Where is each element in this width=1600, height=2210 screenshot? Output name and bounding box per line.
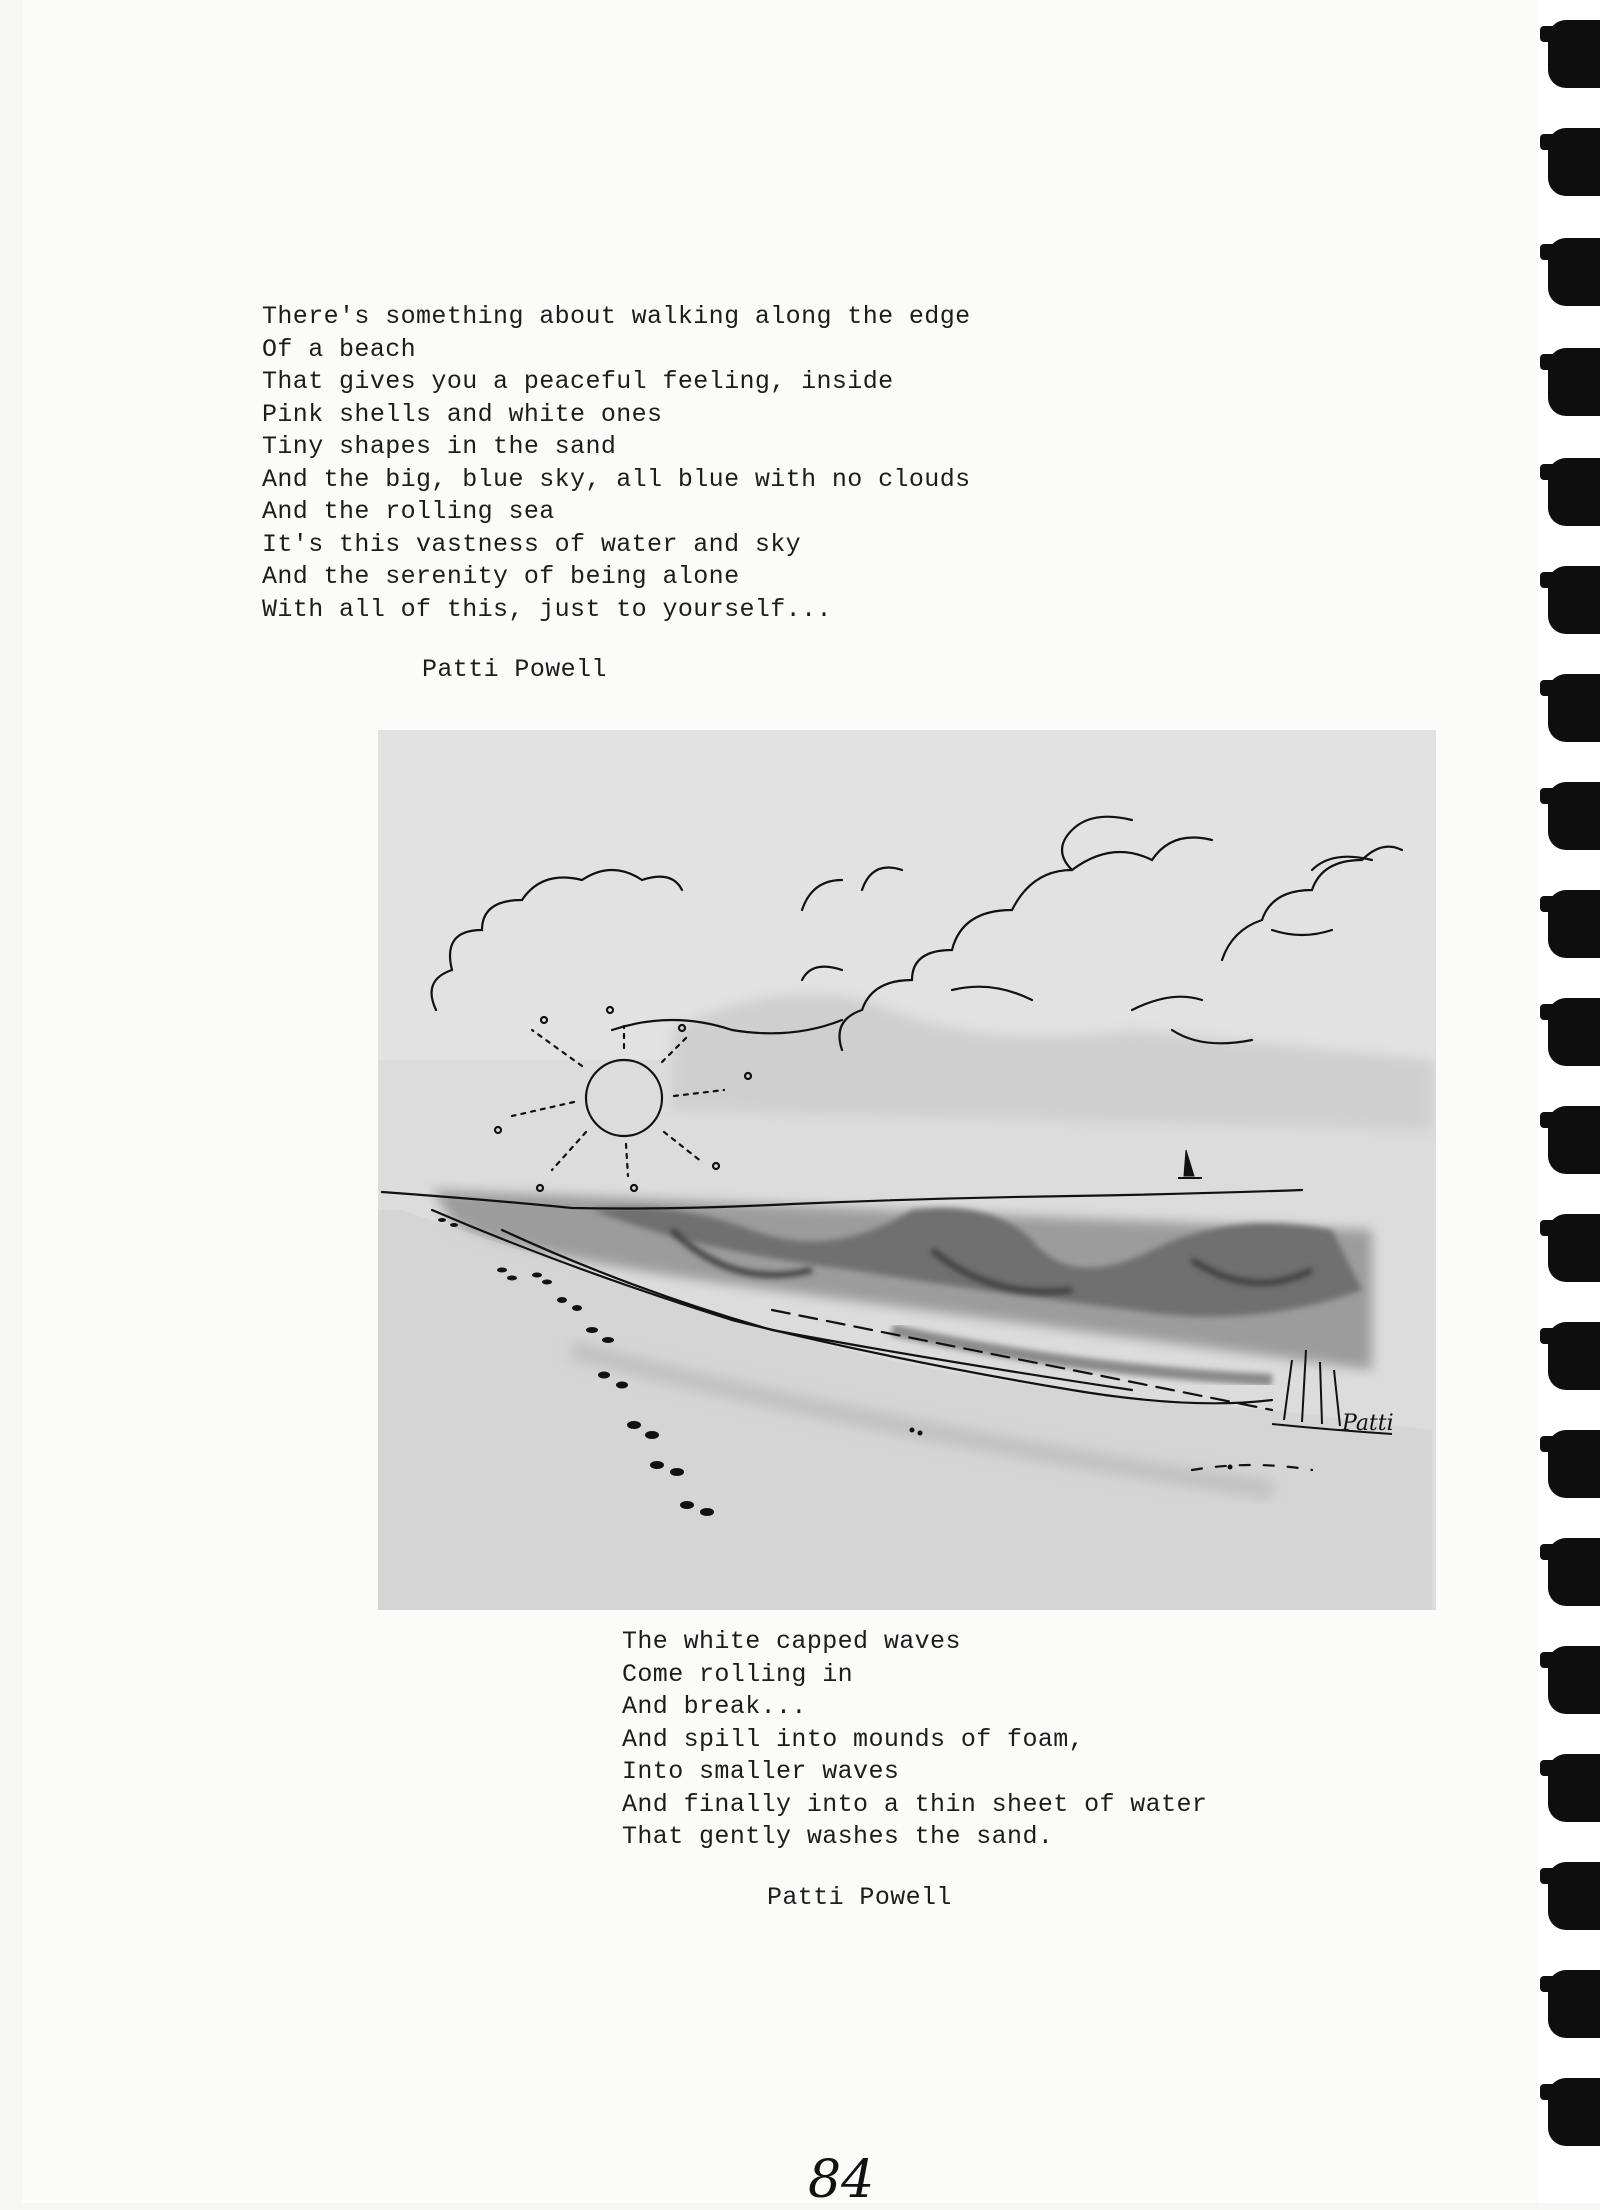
poem-line: And break... <box>622 1692 807 1721</box>
poem-line: Tiny shapes in the sand <box>262 432 617 461</box>
binding-ring <box>1548 1538 1600 1606</box>
poem-author: Patti Powell <box>767 1883 952 1912</box>
poem-beach-walk <box>262 301 971 626</box>
binding-ring <box>1548 1106 1600 1174</box>
binding-ring <box>1548 674 1600 742</box>
spiral-binding <box>1538 0 1600 2203</box>
poem-line: That gives you a peaceful feeling, inside <box>262 367 894 396</box>
binding-ring <box>1548 1322 1600 1390</box>
binding-ring <box>1548 1646 1600 1714</box>
poem-line: And the big, blue sky, all blue with no clouds <box>262 464 971 494</box>
artist-signature: Patti <box>1342 1411 1394 1436</box>
binding-ring <box>1548 782 1600 850</box>
binding-ring <box>1548 890 1600 958</box>
poem-line: It's this vastness of water and sky <box>262 529 802 559</box>
page-number: 84 <box>808 2150 875 2210</box>
beach-watercolor-illustration <box>372 730 1436 1610</box>
poem-white-capped-waves <box>622 1626 1207 1854</box>
poem-line: Pink shells and white ones <box>262 399 663 429</box>
poem-line: With all of this, just to yourself... <box>262 594 832 624</box>
poem-line: And the rolling sea <box>262 497 555 526</box>
poem-line: And the serenity of being alone <box>262 562 740 591</box>
poem-line: And finally into a thin sheet of water <box>622 1789 1208 1819</box>
binding-ring <box>1548 238 1600 306</box>
binding-ring <box>1548 458 1600 526</box>
binding-ring <box>1548 1970 1600 2038</box>
binding-ring <box>1548 998 1600 1066</box>
binding-ring <box>1548 1214 1600 1282</box>
binding-ring <box>1548 1430 1600 1498</box>
poem-line: That gently washes the sand. <box>622 1822 1054 1851</box>
binding-ring <box>1548 566 1600 634</box>
poem-line: Come rolling in <box>622 1659 854 1689</box>
binding-ring <box>1548 348 1600 416</box>
binding-ring <box>1548 20 1600 88</box>
poem-line: Of a beach <box>262 334 417 364</box>
binding-ring <box>1548 128 1600 196</box>
binding-ring <box>1548 1862 1600 1930</box>
page-sheet <box>22 0 1542 2210</box>
poem-line: The white capped waves <box>622 1627 961 1656</box>
poem-line: Into smaller waves <box>622 1757 900 1786</box>
binding-ring <box>1548 1754 1600 1822</box>
binding-ring <box>1548 2078 1600 2146</box>
sky-wash <box>378 730 1436 1060</box>
poem-author: Patti Powell <box>422 655 607 684</box>
poem-line: There's something about walking along the edge <box>262 302 971 331</box>
poem-line: And spill into mounds of foam, <box>622 1724 1085 1754</box>
